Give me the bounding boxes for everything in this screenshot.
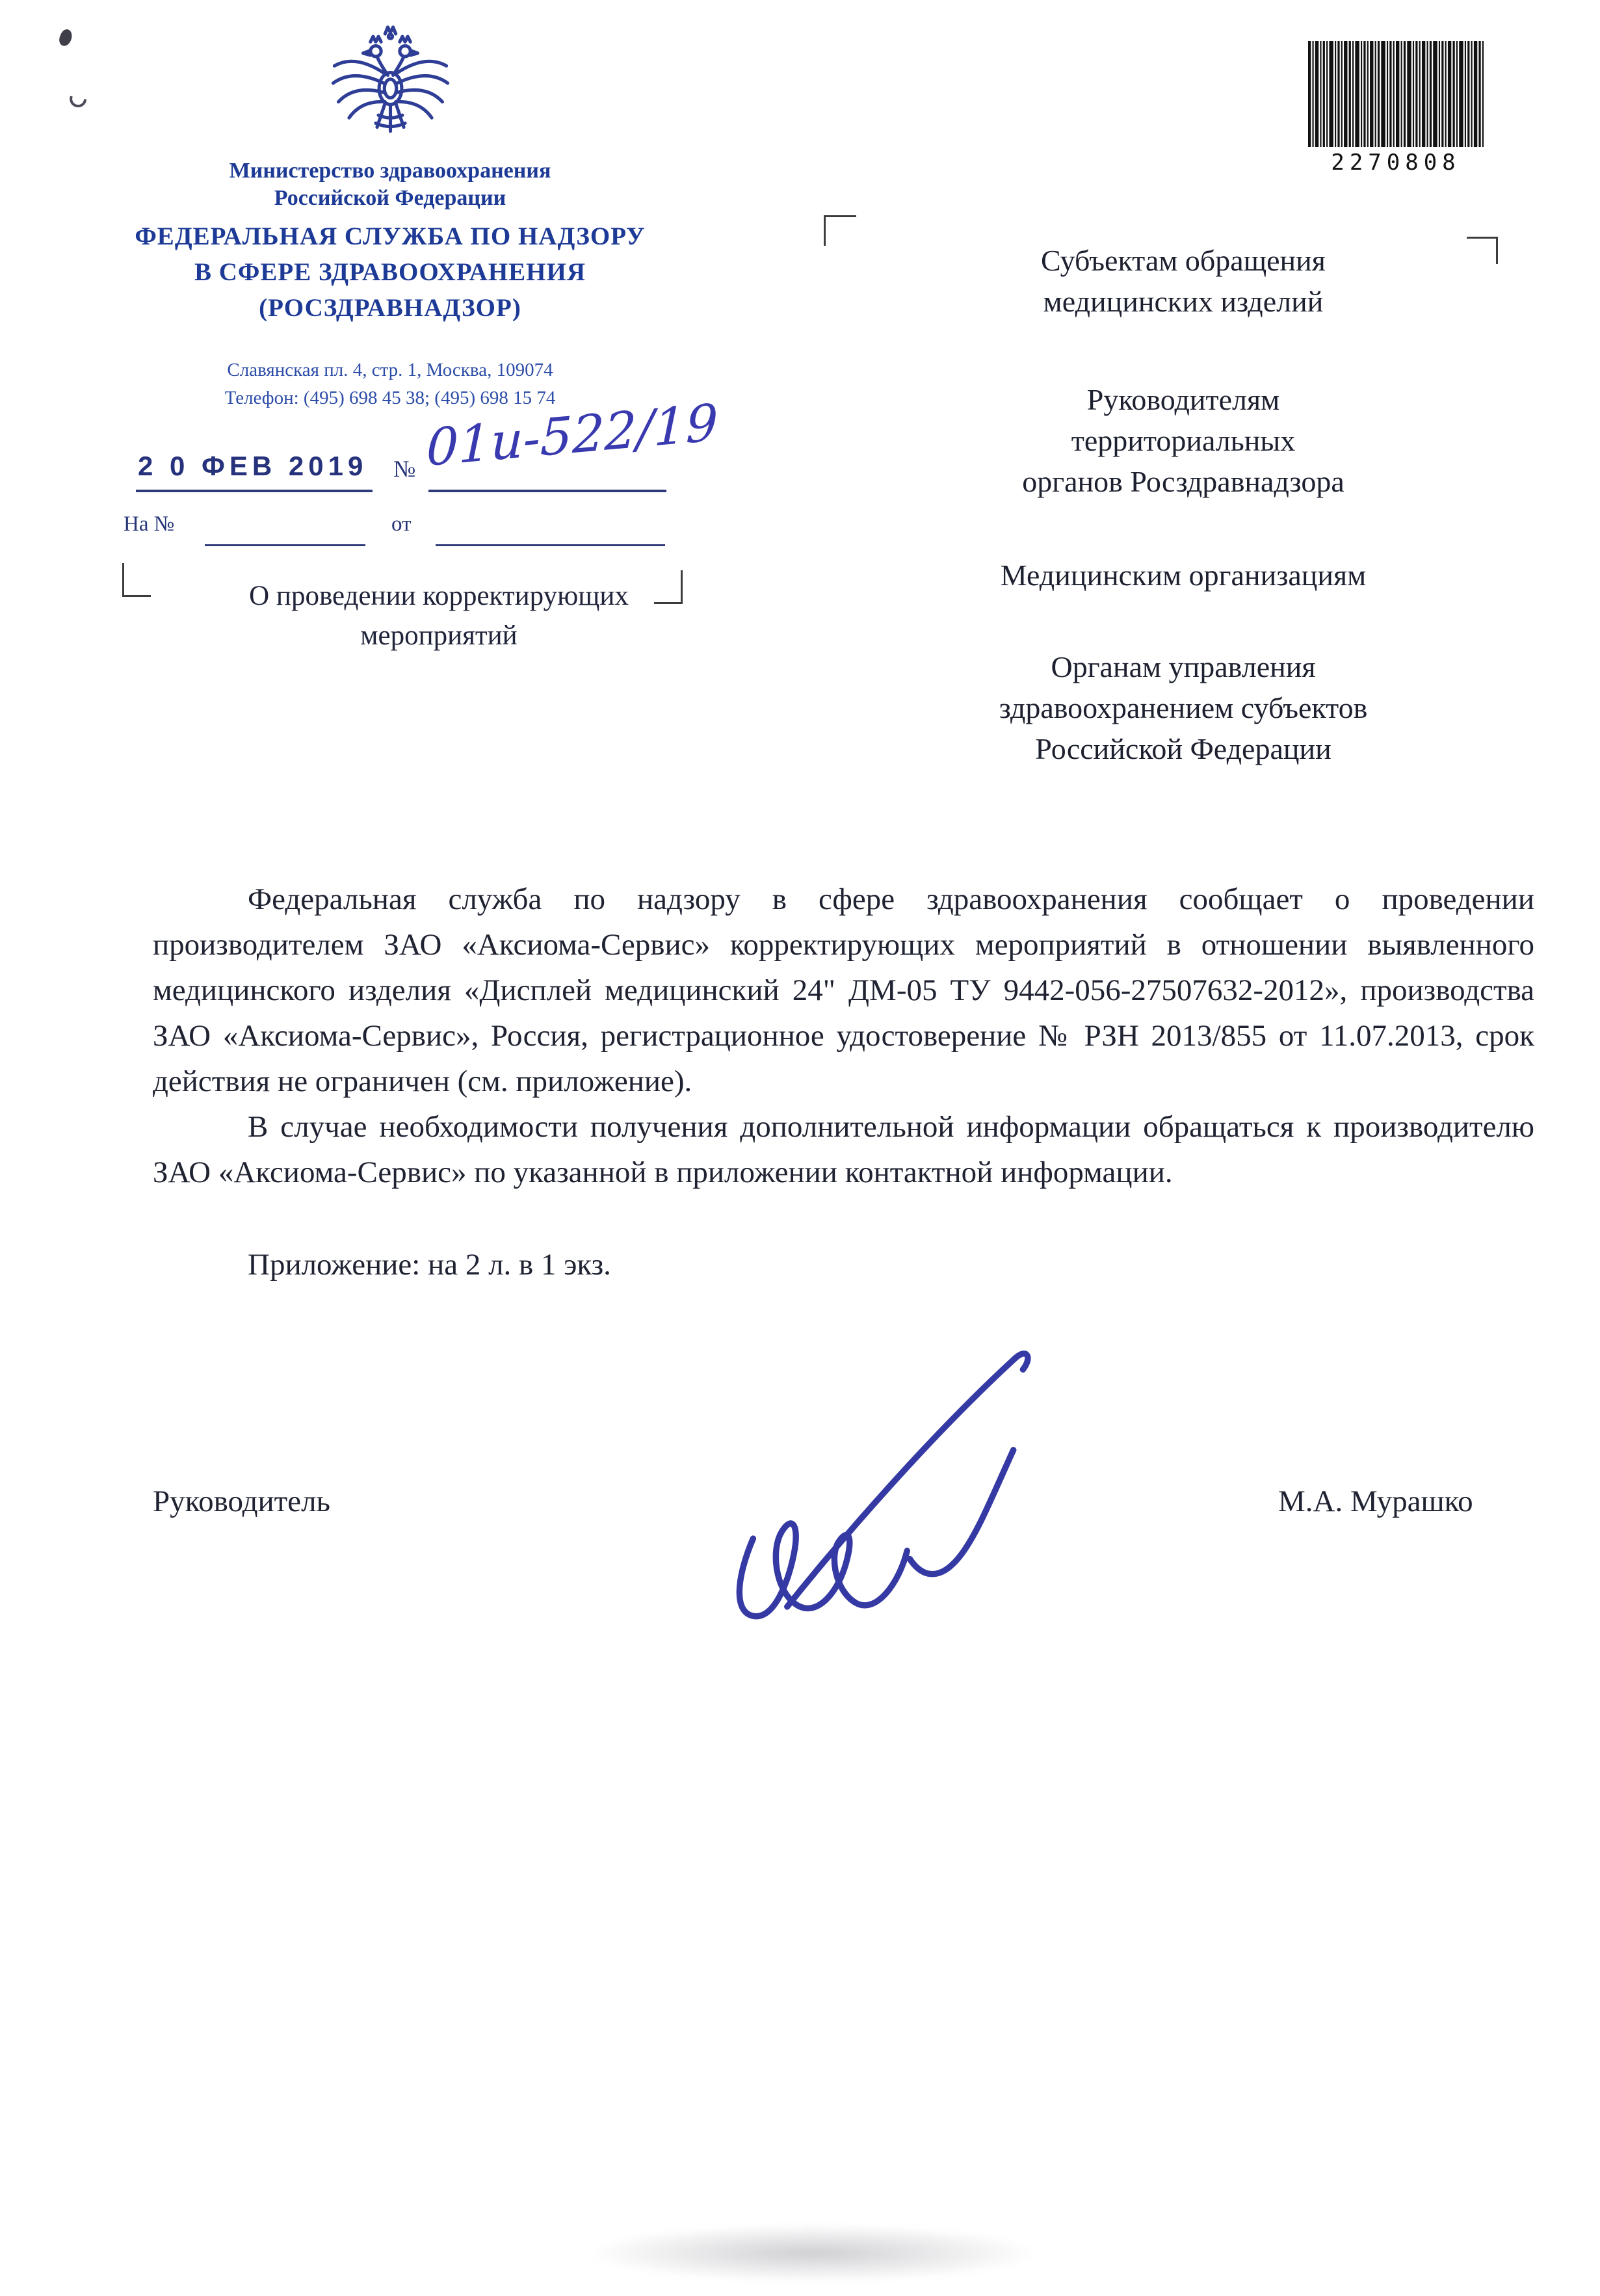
phone-line: Телефон: (495) 698 45 38; (495) 698 15 74 (224, 388, 556, 408)
recipient-line: органов Росздравнадзора (1022, 465, 1344, 498)
recipient-line: Субъектам обращения (1041, 244, 1326, 277)
recipient-line: Медицинским организациям (1000, 559, 1367, 592)
scan-smudge (585, 2224, 1040, 2282)
ministry-line: Министерство здравоохранения (229, 159, 551, 183)
subject-line: мероприятий (360, 620, 518, 651)
subject-line: О проведении корректирующих (249, 581, 629, 611)
barcode-number: 2270808 (1331, 150, 1461, 176)
recipient-line: Руководителям (1086, 383, 1280, 416)
date-underline (136, 490, 373, 492)
service-line: В СФЕРЕ ЗДРАВООХРАНЕНИЯ (194, 258, 586, 286)
corner-mark-bottom-left (122, 563, 151, 597)
recipient-group (839, 379, 1528, 502)
recipient-line: медицинских изделий (1043, 285, 1324, 318)
scan-artifact (57, 27, 74, 47)
service-line: (РОСЗДРАВНАДЗОР) (259, 294, 521, 322)
incoming-number-underline (205, 544, 365, 546)
service-name (72, 218, 709, 326)
recipient-group (839, 646, 1528, 769)
number-sign: № (393, 456, 416, 482)
date-stamp: 2 0 ФЕВ 2019 (138, 451, 368, 481)
signer-name: М.А. Мурашко (1278, 1484, 1473, 1518)
ministry-name (98, 157, 683, 212)
address-line: Славянская пл. 4, стр. 1, Москва, 109074 (227, 360, 553, 380)
barcode (1308, 41, 1484, 176)
incoming-date-underline (436, 544, 665, 546)
barcode-bars-icon (1308, 41, 1484, 147)
body-paragraph-1: Федеральная служба по надзору в сфере здравоохранения сообщает о проведении производителем ЗАО «Аксиома-Сервис» корректирующих мероприятий в отношении выявленного медицинского изделия «Дисплей медицинский 24" ДМ-05 ТУ 9442-056-27507632-2012», производства ЗАО «Аксиома-Сервис», Россия, регистрационное удостоверение № РЗН 2013/855 от 11.07.2013, срок действия не ограничен (см. приложение). (153, 882, 1534, 1098)
letter-body (153, 877, 1534, 1287)
recipient-group (839, 240, 1528, 322)
corner-mark-bottom-right (654, 570, 683, 604)
recipient-line: территориальных (1071, 424, 1296, 457)
scan-artifact (68, 96, 87, 109)
coat-of-arms-icon (324, 18, 457, 153)
number-underline (428, 490, 666, 492)
body-paragraph-2: В случае необходимости получения дополнительной информации обращаться к производителю ЗАО «Аксиома-Сервис» по указанной в приложении контактной информации. (153, 1110, 1534, 1189)
ministry-line: Российской Федерации (274, 186, 506, 210)
recipient-line: Российской Федерации (1035, 732, 1331, 765)
attachment-line: Приложение: на 2 л. в 1 экз. (248, 1248, 611, 1282)
recipient-line: Органам управления (1051, 650, 1316, 683)
subject-block (156, 576, 722, 655)
service-line: ФЕДЕРАЛЬНАЯ СЛУЖБА ПО НАДЗОРУ (135, 222, 646, 250)
recipient-line: здравоохранением субъектов (999, 691, 1368, 724)
incoming-number-label: На № (124, 512, 175, 536)
recipient-group (839, 555, 1528, 596)
signature-scribble (705, 1333, 1060, 1642)
incoming-date-label: от (391, 512, 412, 536)
outgoing-number-handwritten: 01и-522/19 (426, 393, 719, 478)
signer-title: Руководитель (153, 1484, 330, 1518)
